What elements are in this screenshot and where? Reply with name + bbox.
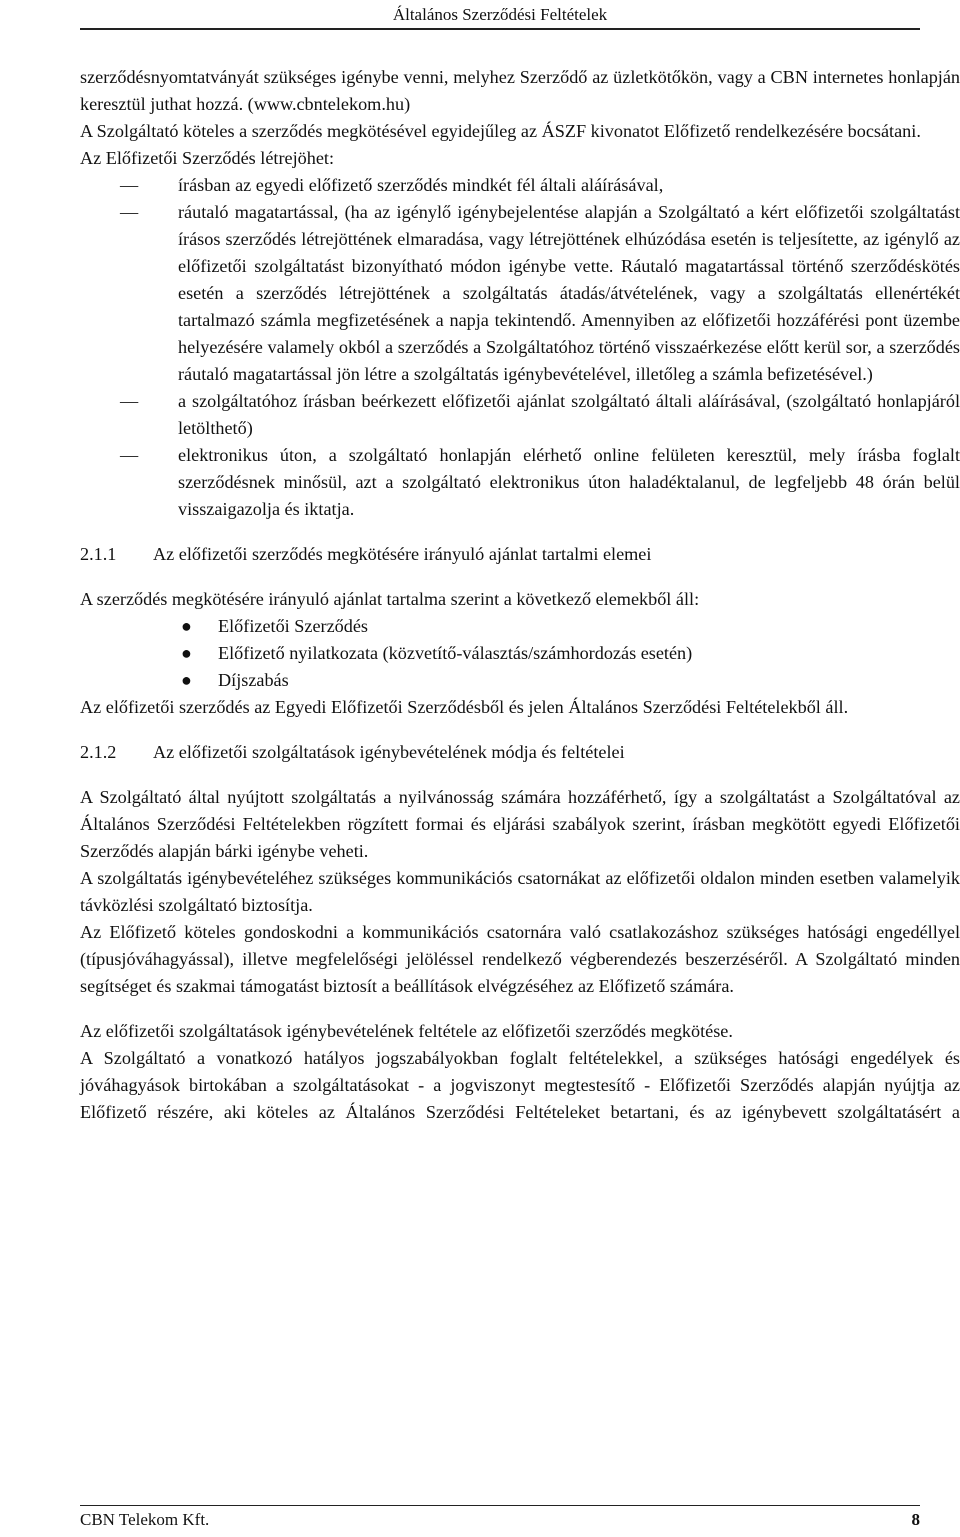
contract-creation-lead: Az Előfizetői Szerződés létrejöhet: bbox=[80, 148, 335, 168]
list-item bbox=[80, 172, 960, 199]
list-item-text: Előfizető nyilatkozata (közvetítő-választás/számhordozás esetén) bbox=[218, 643, 693, 663]
running-header: Általános Szerződési Feltételek bbox=[80, 4, 920, 30]
offer-content-intro: A szerződés megkötésére irányuló ajánlat tartalma szerint a következő elemekből áll: bbox=[80, 589, 700, 609]
list-item bbox=[80, 667, 960, 694]
intro-line-2-prefix: vagy a CBN internetes honlapján keresztül juthat hozzá. ( bbox=[80, 67, 960, 114]
section-heading-2-1-1 bbox=[80, 541, 960, 568]
aszf-obligation-paragraph: A Szolgáltató köteles a szerződés megkötésével egyidejűleg az ÁSZF kivonatot Előfizető rendelkezésére bocsátani. bbox=[80, 121, 921, 141]
section-number: 2.1.1 bbox=[80, 544, 117, 564]
list-item-text: írásban az egyedi előfizető szerződés mindkét fél általi aláírásával, bbox=[178, 175, 664, 195]
list-item-text: elektronikus úton, a szolgáltató honlapján elérhető online felületen keresztül, mely írásba foglalt szerződésnek minősül, azt a szolgáltató elektronikus úton haladéktalanul, de legfeljebb 48 órán belül visszaigazolja és iktatja. bbox=[178, 445, 960, 519]
section-title: Az előfizetői szolgáltatások igénybevételének módja és feltételei bbox=[153, 742, 625, 762]
list-item-text: a szolgáltatóhoz írásban beérkezett előfizetői ajánlat szolgáltató általi aláírásával, (szolgáltató honlapjáról letölthető) bbox=[178, 391, 960, 438]
list-item-text: ráutaló magatartással, (ha az igénylő igénybejelentése alapján a Szolgáltató a kért előfizetői szolgáltatást írásos szerződés létrejöttének elmaradása, vagy létrejöttének elhúzódása esetén is teljesítette, az igénylő az előfizetői szolgáltatást bizonyítható módon igénybe vette. Ráutaló magatartással történő szerződéskötés esetén a szerződés létrejöttének a szolgáltatás átadás/átvételének, vagy a szolgáltatás ellenértékét tartalmazó számla megfizetésének a napja tekintendő. Amennyiben az előfizetői hozzáférési pont üzembe helyezésére valamely okból a szerződés a Szolgáltatóhoz történő visszaérkezése előtt kerül sor, a szerződés ráutaló magatartással jön létre a szolgáltatás igénybevételével, illetőleg a számla befizetésével.) bbox=[178, 202, 960, 384]
list-item bbox=[80, 388, 960, 442]
document-body bbox=[80, 64, 960, 1126]
terminal-equipment-paragraph: Az Előfizető köteles gondoskodni a kommunikációs csatornára való csatlakozáshoz szükséges hatósági engedéllyel (típusjóváhagyással), illetve megfelelőségi jelöléssel rendelkező végberendezés beszerzéséről. A Szolgáltató minden segítséget és szakmai támogatást biztosít a beállítások elvégzéséhez az Előfizető számára. bbox=[80, 922, 960, 996]
list-item bbox=[80, 199, 960, 388]
section-title: Az előfizetői szerződés megkötésére irányuló ajánlat tartalmi elemei bbox=[153, 544, 652, 564]
list-item-text: Díjszabás bbox=[218, 670, 289, 690]
intro-line-1: szerződésnyomtatványát szükséges igénybe venni, melyhez Szerződő az üzletkötőkön, bbox=[80, 67, 713, 87]
website-link[interactable]: www.cbntelekom.hu bbox=[253, 94, 405, 114]
bullet-icon: ● bbox=[181, 616, 192, 636]
dash-icon: — bbox=[120, 391, 139, 411]
list-item bbox=[80, 442, 960, 523]
intro-line-2-suffix: ) bbox=[404, 94, 411, 114]
contract-composition-paragraph: Az előfizetői szerződés az Egyedi Előfizetői Szerződésből és jelen Általános Szerződési Feltételekből áll. bbox=[80, 697, 849, 717]
page-number: 8 bbox=[911, 1510, 920, 1529]
dash-icon: — bbox=[120, 445, 139, 465]
section-heading-2-1-2 bbox=[80, 739, 960, 766]
service-access-paragraph: A Szolgáltató által nyújtott szolgáltatás a nyilvánosság számára hozzáférhető, így a szolgáltatást a Szolgáltatóval az Általános Szerződési Feltételekben rögzített formai és eljárási szabályok szerint, írásban megkötött egyedi Előfizetői Szerződés alapján bárki igénybe veheti. bbox=[80, 787, 960, 861]
list-item bbox=[80, 640, 960, 667]
bullet-icon: ● bbox=[181, 643, 192, 663]
section-number: 2.1.2 bbox=[80, 742, 117, 762]
contract-creation-list bbox=[80, 172, 960, 523]
page-footer bbox=[80, 1505, 920, 1532]
dash-icon: — bbox=[120, 202, 139, 222]
list-item-text: Előfizetői Szerződés bbox=[218, 616, 368, 636]
offer-elements-list bbox=[80, 613, 960, 694]
bullet-icon: ● bbox=[181, 670, 192, 690]
dash-icon: — bbox=[120, 175, 139, 195]
intro-paragraph bbox=[80, 64, 960, 118]
list-item bbox=[80, 613, 960, 640]
legal-basis-paragraph: A Szolgáltató a vonatkozó hatályos jogszabályokban foglalt feltételekkel, a szükséges hatósági engedélyek és jóváhagyások birtokában a szolgáltatásokat - a jogviszonyt megtestesítő - Előfizetői Szerződés alapján nyújtja az Előfizető részére, aki köteles az Általános Szerződési Feltételeket betartani, és az igénybevett szolgáltatásért a bbox=[80, 1048, 960, 1122]
communication-channel-paragraph: A szolgáltatás igénybevételéhez szükséges kommunikációs csatornákat az előfizetői oldalon minden esetben valamelyik távközlési szolgáltató biztosítja. bbox=[80, 868, 960, 915]
footer-company: CBN Telekom Kft. bbox=[80, 1510, 210, 1529]
service-condition-paragraph: Az előfizetői szolgáltatások igénybevételének feltétele az előfizetői szerződés megkötése. bbox=[80, 1021, 733, 1041]
